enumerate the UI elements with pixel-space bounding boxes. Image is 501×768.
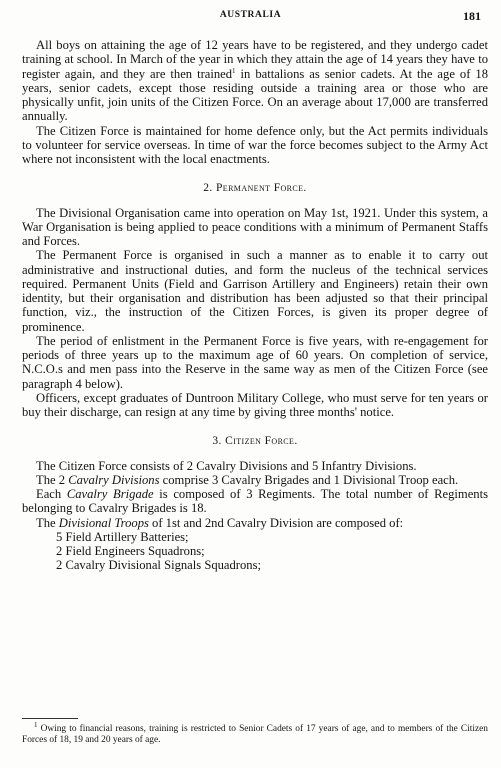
paragraph-text: is composed of 3 Regiments. The total number of Regiments belonging to Cavalry Brigades is 18. [22, 487, 488, 516]
footnote [22, 720, 488, 746]
footnote-reference: 1 [232, 66, 236, 75]
list-item: 5 Field Artillery Batteries; [56, 529, 189, 544]
paragraph-citizen-force-composition: The Citizen Force consists of 2 Cavalry Divisions and 5 Infantry Divisions. [36, 458, 417, 473]
paragraph-home-defence: The Citizen Force is maintained for home defence only, but the Act permits individuals to volunteer for service overseas. In time of war the force becomes subject to the Army Act where not inconsistent with the local enactments. [22, 123, 488, 166]
divisional-troops-list [22, 530, 488, 573]
paragraph-permanent-force-organisation: The Permanent Force is organised in such a manner as to enable it to carry out administrative and instructional duties, and form the nucleus of the technical services required. Permanent Units (Field and Garrison Artillery and Engineers) retain their own identity, but their organisation and distribution has been adjusted so that their principal function, viz., the instruction of the Citizen Forces, is given its proper degree of prominence. [22, 248, 488, 334]
footnote-text: Owing to financial reasons, training is restricted to Senior Cadets of 17 years of age, and to members of the Citizen Forces of 18, 19 and 20 years of age. [22, 724, 488, 745]
list-item: 2 Field Engineers Squadrons; [56, 544, 205, 558]
section-heading-citizen-force: 3. Citizen Force. [212, 435, 298, 448]
paragraph-divisional-organisation: The Divisional Organisation came into operation on May 1st, 1921. Under this system, a War Organisation is being applied to peace conditions with a minimum of Permanent Staffs and Forces. [22, 205, 488, 248]
paragraph-cavalry-brigade [22, 487, 488, 516]
running-head [0, 10, 501, 24]
body-text [22, 38, 488, 573]
paragraph-text: comprise 3 Cavalry Brigades and 1 Divisional Troop each. [159, 472, 459, 487]
italic-term: Divisional Troops [58, 515, 149, 530]
paragraph-enlistment-period: The period of enlistment in the Permanent Force is five years, with re-engagement for periods of three years up to the maximum age of 60 years. On completion of service, N.C.O.s and men pass into the Reserve in the same way as men of the Citizen Force (see paragraph 4 below). [22, 333, 488, 391]
page-number: 181 [463, 9, 481, 23]
paragraph-cadet-training [22, 38, 488, 124]
section-heading-permanent-force: 2. Permanent Force. [203, 182, 307, 195]
paragraph-text: All boys on attaining the age of 12 years have to be registered, and they undergo cadet training at school. In March of the year in which they attain the age of 14 years they have to register again, and they are then trained [22, 38, 488, 81]
italic-term: Cavalry Divisions [68, 472, 160, 487]
paragraph-officers-resignation: Officers, except graduates of Duntroon Military College, who must serve for ten years or buy their discharge, can resign at any time by giving three months' notice. [22, 390, 488, 419]
paragraph-text: The 2 [36, 472, 69, 487]
running-title: AUSTRALIA [219, 10, 282, 20]
paragraph-text: The [36, 515, 59, 530]
italic-term: Cavalry Brigade [66, 487, 154, 501]
paragraph-text: of 1st and 2nd Cavalry Division are composed of: [148, 515, 404, 530]
footnote-mark: 1 [34, 720, 38, 729]
footnote-divider [22, 718, 78, 719]
paragraph-text: in battalions as senior cadets. At the age of 18 years, senior cadets, except those residing outside a training area or those who are physically unfit, join units of the Citizen Force. On an average about 17,000 are transferred annually. [22, 66, 488, 124]
paragraph-text: Each [36, 487, 67, 501]
list-item: 2 Cavalry Divisional Signals Squadrons; [56, 558, 261, 573]
paragraph-cavalry-divisions [22, 473, 488, 487]
paragraph-divisional-troops [22, 516, 488, 530]
